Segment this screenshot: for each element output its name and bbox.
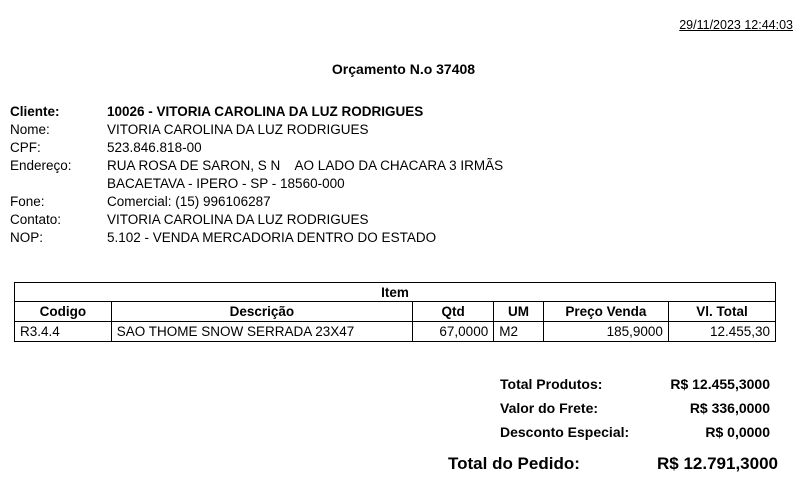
info-value-fone: Comercial: (15) 996106287 bbox=[107, 194, 271, 209]
info-label-contato: Contato: bbox=[10, 212, 62, 227]
info-value-cliente: 10026 - VITORIA CAROLINA DA LUZ RODRIGUES bbox=[107, 104, 424, 119]
cell-um: M2 bbox=[494, 322, 544, 342]
total-row-frete bbox=[430, 396, 780, 420]
info-value-nop: 5.102 - VENDA MERCADORIA DENTRO DO ESTADO bbox=[107, 230, 437, 245]
cell-descricao: SAO THOME SNOW SERRADA 23X47 bbox=[111, 322, 412, 342]
total-row-desconto bbox=[430, 420, 780, 444]
info-row-fone bbox=[10, 193, 790, 211]
column-header-codigo: Codigo bbox=[15, 302, 112, 322]
cell-codigo: R3.4.4 bbox=[15, 322, 112, 342]
total-value-desconto: R$ 0,0000 bbox=[705, 424, 770, 440]
total-value-pedido: R$ 12.791,3000 bbox=[657, 454, 778, 473]
info-value-nome: VITORIA CAROLINA DA LUZ RODRIGUES bbox=[107, 122, 369, 137]
items-table-header-row bbox=[15, 302, 776, 322]
column-header-descricao: Descrição bbox=[111, 302, 412, 322]
total-label-frete: Valor do Frete: bbox=[500, 400, 599, 416]
info-row-endereco-line2 bbox=[10, 175, 790, 193]
info-row-endereco bbox=[10, 157, 790, 175]
info-value-endereco: RUA ROSA DE SARON, S N AO LADO DA CHACARA 3 IRMÃS bbox=[107, 158, 504, 173]
info-row-cliente bbox=[10, 103, 790, 121]
column-header-preco-venda: Preço Venda bbox=[543, 302, 668, 322]
items-table-group-header: Item bbox=[15, 283, 776, 302]
customer-info-block bbox=[10, 103, 790, 247]
info-value-cpf: 523.846.818-00 bbox=[107, 140, 202, 155]
page-title: Orçamento N.o 37408 bbox=[331, 61, 476, 77]
total-value-frete: R$ 336,0000 bbox=[689, 400, 770, 416]
column-header-um: UM bbox=[494, 302, 544, 322]
items-table-group-header-row bbox=[15, 283, 776, 302]
info-row-nome bbox=[10, 121, 790, 139]
cell-qtd: 67,0000 bbox=[413, 322, 494, 342]
info-label-endereco: Endereço: bbox=[10, 158, 72, 173]
column-header-vl-total: Vl. Total bbox=[668, 302, 775, 322]
totals-block bbox=[430, 372, 780, 479]
cell-vl-total: 12.455,30 bbox=[668, 322, 775, 342]
total-value-produtos: R$ 12.455,3000 bbox=[670, 376, 770, 392]
info-value-endereco-line2: BACAETAVA - IPERO - SP - 18560-000 bbox=[107, 176, 345, 191]
print-timestamp: 29/11/2023 12:44:03 bbox=[679, 18, 793, 32]
info-label-nop: NOP: bbox=[10, 230, 44, 245]
table-row bbox=[15, 322, 776, 342]
info-row-cpf bbox=[10, 139, 790, 157]
column-header-qtd: Qtd bbox=[413, 302, 494, 322]
info-label-cliente: Cliente: bbox=[10, 104, 60, 119]
info-row-contato bbox=[10, 211, 790, 229]
total-row-pedido bbox=[430, 449, 780, 479]
total-label-pedido: Total do Pedido: bbox=[448, 454, 580, 473]
items-table bbox=[14, 282, 776, 342]
total-label-produtos: Total Produtos: bbox=[500, 376, 603, 392]
info-value-contato: VITORIA CAROLINA DA LUZ RODRIGUES bbox=[107, 212, 369, 227]
cell-preco-venda: 185,9000 bbox=[543, 322, 668, 342]
info-label-cpf: CPF: bbox=[10, 140, 41, 155]
total-row-produtos bbox=[430, 372, 780, 396]
info-label-nome: Nome: bbox=[10, 122, 50, 137]
info-row-nop bbox=[10, 229, 790, 247]
total-label-desconto: Desconto Especial: bbox=[500, 424, 630, 440]
info-label-fone: Fone: bbox=[10, 194, 45, 209]
